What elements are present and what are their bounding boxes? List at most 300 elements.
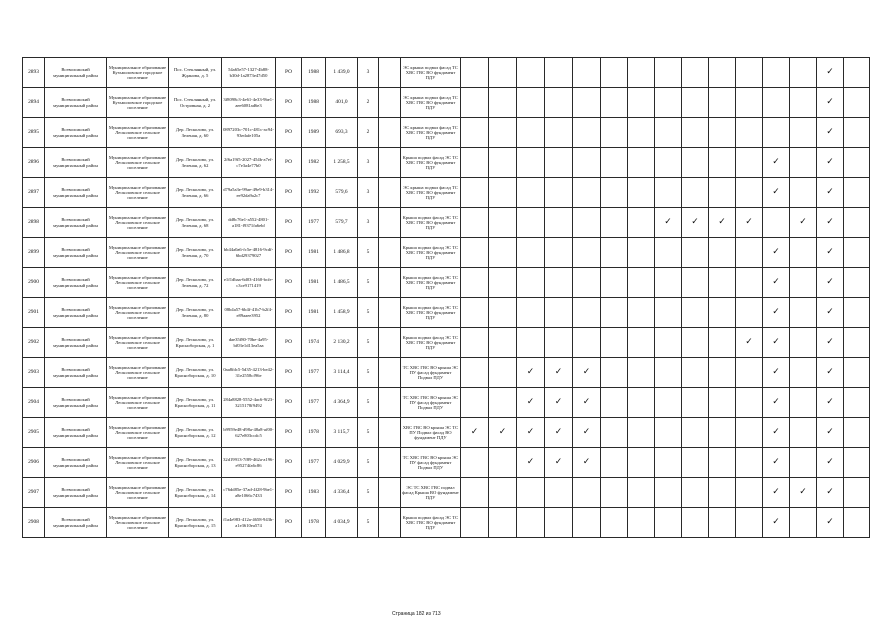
empty-cell xyxy=(489,238,517,268)
area-cell: 1 486,8 xyxy=(326,238,358,268)
region-cell: РО xyxy=(276,88,302,118)
empty-cell xyxy=(545,298,573,328)
year-cell: 1981 xyxy=(302,238,326,268)
check-mark-icon: ✓ xyxy=(817,58,844,88)
check-mark-icon: ✓ xyxy=(817,208,844,238)
floors-cell: 5 xyxy=(358,268,379,298)
empty-cell xyxy=(709,58,736,88)
empty-cell xyxy=(628,298,655,328)
empty-cell xyxy=(461,508,489,538)
empty-cell xyxy=(628,388,655,418)
address-cell: Дер. Лесколово, ул. Зеленая, д. 70 xyxy=(169,238,222,268)
works-cell: ТС ХВС ГВС ВО крыша ЭС ПУ фасад фундамент Подвал ПДУ xyxy=(401,358,461,388)
empty-cell xyxy=(461,118,489,148)
check-mark-icon: ✓ xyxy=(817,328,844,358)
municipality-cell: Муниципальное образование Лесколовское сельское поселение xyxy=(107,118,169,148)
year-cell: 1974 xyxy=(302,328,326,358)
region-cell: РО xyxy=(276,298,302,328)
area-cell: 2 130,2 xyxy=(326,328,358,358)
empty-cell xyxy=(461,148,489,178)
works-cell: ЭС крыша подвал фасад ТС ХВС ГВС ВО фундамент ПДУ xyxy=(401,88,461,118)
empty-cell xyxy=(790,328,817,358)
guid-cell: f1a4e983-412a-4658-943b-a1e3610ea574 xyxy=(222,508,276,538)
empty-cell xyxy=(545,328,573,358)
empty-cell xyxy=(573,268,601,298)
empty-cell xyxy=(709,508,736,538)
floors-cell: 3 xyxy=(358,58,379,88)
municipality-cell: Муниципальное образование Лесколовское сельское поселение xyxy=(107,358,169,388)
check-mark-icon: ✓ xyxy=(517,358,545,388)
table-row xyxy=(23,388,870,418)
check-mark-icon: ✓ xyxy=(790,478,817,508)
year-cell: 1978 xyxy=(302,418,326,448)
empty-cell xyxy=(628,208,655,238)
address-cell: Дер. Лесколово, ул. Зеленая, д. 66 xyxy=(169,178,222,208)
empty-cell xyxy=(517,238,545,268)
empty-cell xyxy=(736,298,763,328)
empty-cell xyxy=(517,88,545,118)
check-mark-icon: ✓ xyxy=(682,208,709,238)
empty-cell xyxy=(601,148,628,178)
empty-cell xyxy=(682,508,709,538)
district-cell: Всеволожский муниципальный район xyxy=(45,88,107,118)
area-cell: 4 029,9 xyxy=(326,448,358,478)
empty-cell xyxy=(790,448,817,478)
empty-cell xyxy=(461,268,489,298)
blank-cell xyxy=(379,118,401,148)
district-cell: Всеволожский муниципальный район xyxy=(45,508,107,538)
blank-cell xyxy=(379,508,401,538)
empty-cell xyxy=(655,118,682,148)
municipality-cell: Муниципальное образование Лесколовское сельское поселение xyxy=(107,298,169,328)
area-cell: 579,6 xyxy=(326,178,358,208)
blank-cell xyxy=(379,358,401,388)
area-cell: 1 258,5 xyxy=(326,148,358,178)
empty-cell xyxy=(790,298,817,328)
region-cell: РО xyxy=(276,388,302,418)
empty-cell xyxy=(709,178,736,208)
empty-cell xyxy=(573,88,601,118)
check-mark-icon: ✓ xyxy=(655,208,682,238)
region-cell: РО xyxy=(276,238,302,268)
empty-cell xyxy=(736,148,763,178)
district-cell: Всеволожский муниципальный район xyxy=(45,478,107,508)
empty-cell xyxy=(601,178,628,208)
empty-cell xyxy=(709,478,736,508)
empty-cell xyxy=(844,238,870,268)
check-mark-icon: ✓ xyxy=(817,238,844,268)
row-number: 2895 xyxy=(23,118,45,148)
empty-cell xyxy=(844,268,870,298)
floors-cell: 5 xyxy=(358,298,379,328)
guid-cell: d79a5a3e-99ae-49e9-b314-ee92da9a2c7 xyxy=(222,178,276,208)
table-row xyxy=(23,358,870,388)
empty-cell xyxy=(489,268,517,298)
empty-cell xyxy=(763,88,790,118)
district-cell: Всеволожский муниципальный район xyxy=(45,148,107,178)
empty-cell xyxy=(736,268,763,298)
empty-cell xyxy=(601,238,628,268)
check-mark-icon: ✓ xyxy=(709,208,736,238)
row-number: 2904 xyxy=(23,388,45,418)
year-cell: 1992 xyxy=(302,178,326,208)
empty-cell xyxy=(736,58,763,88)
region-cell: РО xyxy=(276,208,302,238)
empty-cell xyxy=(844,298,870,328)
check-mark-icon: ✓ xyxy=(517,388,545,418)
empty-cell xyxy=(736,508,763,538)
municipality-cell: Муниципальное образование Лесколовское сельское поселение xyxy=(107,418,169,448)
municipality-cell: Муниципальное образование Лесколовское сельское поселение xyxy=(107,178,169,208)
year-cell: 1982 xyxy=(302,148,326,178)
empty-cell xyxy=(655,88,682,118)
region-cell: РО xyxy=(276,268,302,298)
empty-cell xyxy=(736,478,763,508)
empty-cell xyxy=(763,118,790,148)
empty-cell xyxy=(682,148,709,178)
table-row xyxy=(23,478,870,508)
empty-cell xyxy=(628,58,655,88)
region-cell: РО xyxy=(276,358,302,388)
empty-cell xyxy=(763,58,790,88)
empty-cell xyxy=(790,238,817,268)
year-cell: 1977 xyxy=(302,448,326,478)
empty-cell xyxy=(517,298,545,328)
works-cell: Крыша подвал фасад ЭС ТС ХВС ГВС ВО фундамент ПДУ xyxy=(401,148,461,178)
empty-cell xyxy=(517,478,545,508)
row-number: 2903 xyxy=(23,358,45,388)
empty-cell xyxy=(844,208,870,238)
blank-cell xyxy=(379,238,401,268)
municipality-cell: Муниципальное образование Кузьмоловское городское поселение xyxy=(107,58,169,88)
empty-cell xyxy=(655,238,682,268)
empty-cell xyxy=(601,118,628,148)
empty-cell xyxy=(844,148,870,178)
check-mark-icon: ✓ xyxy=(763,178,790,208)
empty-cell xyxy=(682,118,709,148)
empty-cell xyxy=(628,508,655,538)
check-mark-icon: ✓ xyxy=(763,268,790,298)
table-row xyxy=(23,58,870,88)
row-number: 2899 xyxy=(23,238,45,268)
address-cell: Дер. Лесколово, ул. Зеленая, д. 68 xyxy=(169,208,222,238)
check-mark-icon: ✓ xyxy=(517,448,545,478)
area-cell: 1 486,5 xyxy=(326,268,358,298)
empty-cell xyxy=(736,448,763,478)
empty-cell xyxy=(573,178,601,208)
table-row xyxy=(23,88,870,118)
empty-cell xyxy=(682,328,709,358)
district-cell: Всеволожский муниципальный район xyxy=(45,358,107,388)
works-cell: Крыша подвал фасад ЭС ТС ХВС ГВС ВО фундамент ПДУ xyxy=(401,298,461,328)
address-cell: Пос. Стеклянный, ул. Островная, д. 2 xyxy=(169,88,222,118)
check-mark-icon: ✓ xyxy=(817,478,844,508)
works-cell: Крыша подвал фасад ЭС ТС ХВС ГВС ВО фундамент ПДУ xyxy=(401,268,461,298)
check-mark-icon: ✓ xyxy=(817,448,844,478)
empty-cell xyxy=(736,358,763,388)
empty-cell xyxy=(601,58,628,88)
empty-cell xyxy=(682,448,709,478)
row-number: 2902 xyxy=(23,328,45,358)
empty-cell xyxy=(736,88,763,118)
empty-cell xyxy=(844,178,870,208)
blank-cell xyxy=(379,388,401,418)
empty-cell xyxy=(790,178,817,208)
check-mark-icon: ✓ xyxy=(763,298,790,328)
works-cell: ЭС крыша подвал фасад ТС ХВС ГВС ВО фундамент ПДУ xyxy=(401,118,461,148)
check-mark-icon: ✓ xyxy=(545,418,573,448)
row-number: 2906 xyxy=(23,448,45,478)
empty-cell xyxy=(489,178,517,208)
empty-cell xyxy=(489,478,517,508)
blank-cell xyxy=(379,208,401,238)
empty-cell xyxy=(736,238,763,268)
empty-cell xyxy=(709,328,736,358)
empty-cell xyxy=(790,58,817,88)
check-mark-icon: ✓ xyxy=(517,418,545,448)
table-row xyxy=(23,268,870,298)
district-cell: Всеволожский муниципальный район xyxy=(45,418,107,448)
empty-cell xyxy=(709,268,736,298)
area-cell: 579,7 xyxy=(326,208,358,238)
year-cell: 1988 xyxy=(302,88,326,118)
empty-cell xyxy=(790,418,817,448)
works-cell: ЭС ТС ХВС ГВС подвал фасад Крыша ВО фундамент ПДУ xyxy=(401,478,461,508)
district-cell: Всеволожский муниципальный район xyxy=(45,328,107,358)
empty-cell xyxy=(844,58,870,88)
empty-cell xyxy=(545,88,573,118)
check-mark-icon: ✓ xyxy=(817,298,844,328)
row-number: 2905 xyxy=(23,418,45,448)
floors-cell: 5 xyxy=(358,508,379,538)
empty-cell xyxy=(628,418,655,448)
empty-cell xyxy=(517,178,545,208)
guid-cell: 0897203c-701c-481c-ac94-93edafe105a xyxy=(222,118,276,148)
empty-cell xyxy=(573,58,601,88)
table-row xyxy=(23,238,870,268)
floors-cell: 3 xyxy=(358,208,379,238)
empty-cell xyxy=(709,118,736,148)
empty-cell xyxy=(601,508,628,538)
guid-cell: 08b4a57-6b4f-41b7-b2f4-e89aaee3952 xyxy=(222,298,276,328)
district-cell: Всеволожский муниципальный район xyxy=(45,118,107,148)
empty-cell xyxy=(682,58,709,88)
empty-cell xyxy=(682,178,709,208)
empty-cell xyxy=(489,298,517,328)
empty-cell xyxy=(489,328,517,358)
district-cell: Всеволожский муниципальный район xyxy=(45,268,107,298)
guid-cell: dae35f80-70be-4a95-bf03e1d13ea5aa xyxy=(222,328,276,358)
empty-cell xyxy=(461,58,489,88)
empty-cell xyxy=(545,208,573,238)
area-cell: 1 439,0 xyxy=(326,58,358,88)
floors-cell: 5 xyxy=(358,328,379,358)
district-cell: Всеволожский муниципальный район xyxy=(45,208,107,238)
empty-cell xyxy=(682,418,709,448)
guid-cell: 54a65e57-1327-4b88-b30d-1a2873e47d50 xyxy=(222,58,276,88)
area-cell: 3 114,4 xyxy=(326,358,358,388)
empty-cell xyxy=(709,358,736,388)
area-cell: 3 115,7 xyxy=(326,418,358,448)
empty-cell xyxy=(736,388,763,418)
municipality-cell: Муниципальное образование Лесколовское сельское поселение xyxy=(107,238,169,268)
check-mark-icon: ✓ xyxy=(817,88,844,118)
empty-cell xyxy=(628,448,655,478)
check-mark-icon: ✓ xyxy=(461,418,489,448)
empty-cell xyxy=(655,358,682,388)
works-cell: ТС ХВС ГВС ВО крыша ЭС ПУ фасад фундамент Подвал ПДУ xyxy=(401,388,461,418)
row-number: 2896 xyxy=(23,148,45,178)
floors-cell: 5 xyxy=(358,238,379,268)
table-row xyxy=(23,418,870,448)
empty-cell xyxy=(682,298,709,328)
municipality-cell: Муниципальное образование Лесколовское сельское поселение xyxy=(107,148,169,178)
address-cell: Дер. Лесколово, ул. Зеленая, д. 80 xyxy=(169,298,222,328)
empty-cell xyxy=(545,148,573,178)
empty-cell xyxy=(601,328,628,358)
municipality-cell: Муниципальное образование Лесколовское сельское поселение xyxy=(107,388,169,418)
municipality-cell: Муниципальное образование Лесколовское сельское поселение xyxy=(107,478,169,508)
check-mark-icon: ✓ xyxy=(763,148,790,178)
check-mark-icon: ✓ xyxy=(790,208,817,238)
empty-cell xyxy=(601,208,628,238)
check-mark-icon: ✓ xyxy=(763,328,790,358)
empty-cell xyxy=(573,328,601,358)
municipality-cell: Муниципальное образование Лесколовское сельское поселение xyxy=(107,268,169,298)
empty-cell xyxy=(709,88,736,118)
empty-cell xyxy=(601,418,628,448)
empty-cell xyxy=(573,508,601,538)
check-mark-icon: ✓ xyxy=(763,508,790,538)
works-cell: ХВС ГВС ВО крыша ЭС ТС ПУ Подвал фасад ВО фундамент ПДУ xyxy=(401,418,461,448)
guid-cell: e1f1dbaa-6d03-4160-bcfe-c3ce9171419 xyxy=(222,268,276,298)
municipality-cell: Муниципальное образование Лесколовское сельское поселение xyxy=(107,208,169,238)
table-row xyxy=(23,178,870,208)
empty-cell xyxy=(573,478,601,508)
empty-cell xyxy=(628,478,655,508)
empty-cell xyxy=(655,448,682,478)
empty-cell xyxy=(489,208,517,238)
empty-cell xyxy=(628,88,655,118)
check-mark-icon: ✓ xyxy=(763,478,790,508)
empty-cell xyxy=(573,238,601,268)
row-number: 2898 xyxy=(23,208,45,238)
check-mark-icon: ✓ xyxy=(573,388,601,418)
empty-cell xyxy=(489,148,517,178)
empty-cell xyxy=(545,268,573,298)
empty-cell xyxy=(736,118,763,148)
year-cell: 1977 xyxy=(302,208,326,238)
empty-cell xyxy=(709,418,736,448)
check-mark-icon: ✓ xyxy=(489,418,517,448)
area-cell: 4 336,4 xyxy=(326,478,358,508)
region-cell: РО xyxy=(276,418,302,448)
year-cell: 1988 xyxy=(302,58,326,88)
empty-cell xyxy=(844,388,870,418)
empty-cell xyxy=(709,448,736,478)
check-mark-icon: ✓ xyxy=(545,358,573,388)
check-mark-icon: ✓ xyxy=(817,358,844,388)
empty-cell xyxy=(601,88,628,118)
region-cell: РО xyxy=(276,328,302,358)
empty-cell xyxy=(461,358,489,388)
works-cell: Крыша подвал фасад ЭС ТС ХВС ГВС ВО фундамент ПДУ xyxy=(401,328,461,358)
table-row xyxy=(23,208,870,238)
empty-cell xyxy=(790,148,817,178)
guid-cell: 32d19913-7f89-462a-a196-e95274fa6c86 xyxy=(222,448,276,478)
empty-cell xyxy=(736,178,763,208)
empty-cell xyxy=(461,238,489,268)
check-mark-icon: ✓ xyxy=(763,238,790,268)
address-cell: Дер. Лесколово, ул. Красноборская, д. 15 xyxy=(169,508,222,538)
empty-cell xyxy=(545,238,573,268)
works-cell: Крыша подвал фасад ЭС ТС ХВС ГВС ВО фундамент ПДУ xyxy=(401,238,461,268)
empty-cell xyxy=(545,58,573,88)
empty-cell xyxy=(844,448,870,478)
floors-cell: 5 xyxy=(358,358,379,388)
empty-cell xyxy=(682,88,709,118)
municipality-cell: Муниципальное образование Лесколовское сельское поселение xyxy=(107,328,169,358)
empty-cell xyxy=(461,478,489,508)
empty-cell xyxy=(601,298,628,328)
district-cell: Всеволожский муниципальный район xyxy=(45,238,107,268)
region-cell: РО xyxy=(276,478,302,508)
area-cell: 1 458,9 xyxy=(326,298,358,328)
check-mark-icon: ✓ xyxy=(763,418,790,448)
address-cell: Дер. Лесколово, ул. Зеленая, д. 60 xyxy=(169,118,222,148)
address-cell: Дер. Лесколово, ул. Красноборская, д. 1 xyxy=(169,328,222,358)
area-cell: 4 034,9 xyxy=(326,508,358,538)
blank-cell xyxy=(379,148,401,178)
check-mark-icon: ✓ xyxy=(736,208,763,238)
blank-cell xyxy=(379,328,401,358)
empty-cell xyxy=(709,388,736,418)
area-cell: 693,3 xyxy=(326,118,358,148)
row-number: 2901 xyxy=(23,298,45,328)
check-mark-icon: ✓ xyxy=(545,388,573,418)
floors-cell: 5 xyxy=(358,388,379,418)
check-mark-icon: ✓ xyxy=(573,358,601,388)
empty-cell xyxy=(682,478,709,508)
empty-cell xyxy=(655,388,682,418)
empty-cell xyxy=(682,388,709,418)
empty-cell xyxy=(489,358,517,388)
blank-cell xyxy=(379,448,401,478)
district-cell: Всеволожский муниципальный район xyxy=(45,388,107,418)
row-number: 2894 xyxy=(23,88,45,118)
row-number: 2893 xyxy=(23,58,45,88)
table-row xyxy=(23,448,870,478)
empty-cell xyxy=(628,268,655,298)
row-number: 2908 xyxy=(23,508,45,538)
year-cell: 1983 xyxy=(302,478,326,508)
empty-cell xyxy=(489,58,517,88)
empty-cell xyxy=(655,508,682,538)
blank-cell xyxy=(379,298,401,328)
empty-cell xyxy=(517,58,545,88)
empty-cell xyxy=(489,88,517,118)
empty-cell xyxy=(461,388,489,418)
district-cell: Всеволожский муниципальный район xyxy=(45,298,107,328)
empty-cell xyxy=(628,358,655,388)
address-cell: Пос. Стеклянный, ул. Жданова, д. 5 xyxy=(169,58,222,88)
district-cell: Всеволожский муниципальный район xyxy=(45,58,107,88)
empty-cell xyxy=(517,148,545,178)
address-cell: Дер. Лесколово, ул. Красноборская, д. 12 xyxy=(169,418,222,448)
check-mark-icon: ✓ xyxy=(817,118,844,148)
empty-cell xyxy=(517,118,545,148)
year-cell: 1977 xyxy=(302,388,326,418)
